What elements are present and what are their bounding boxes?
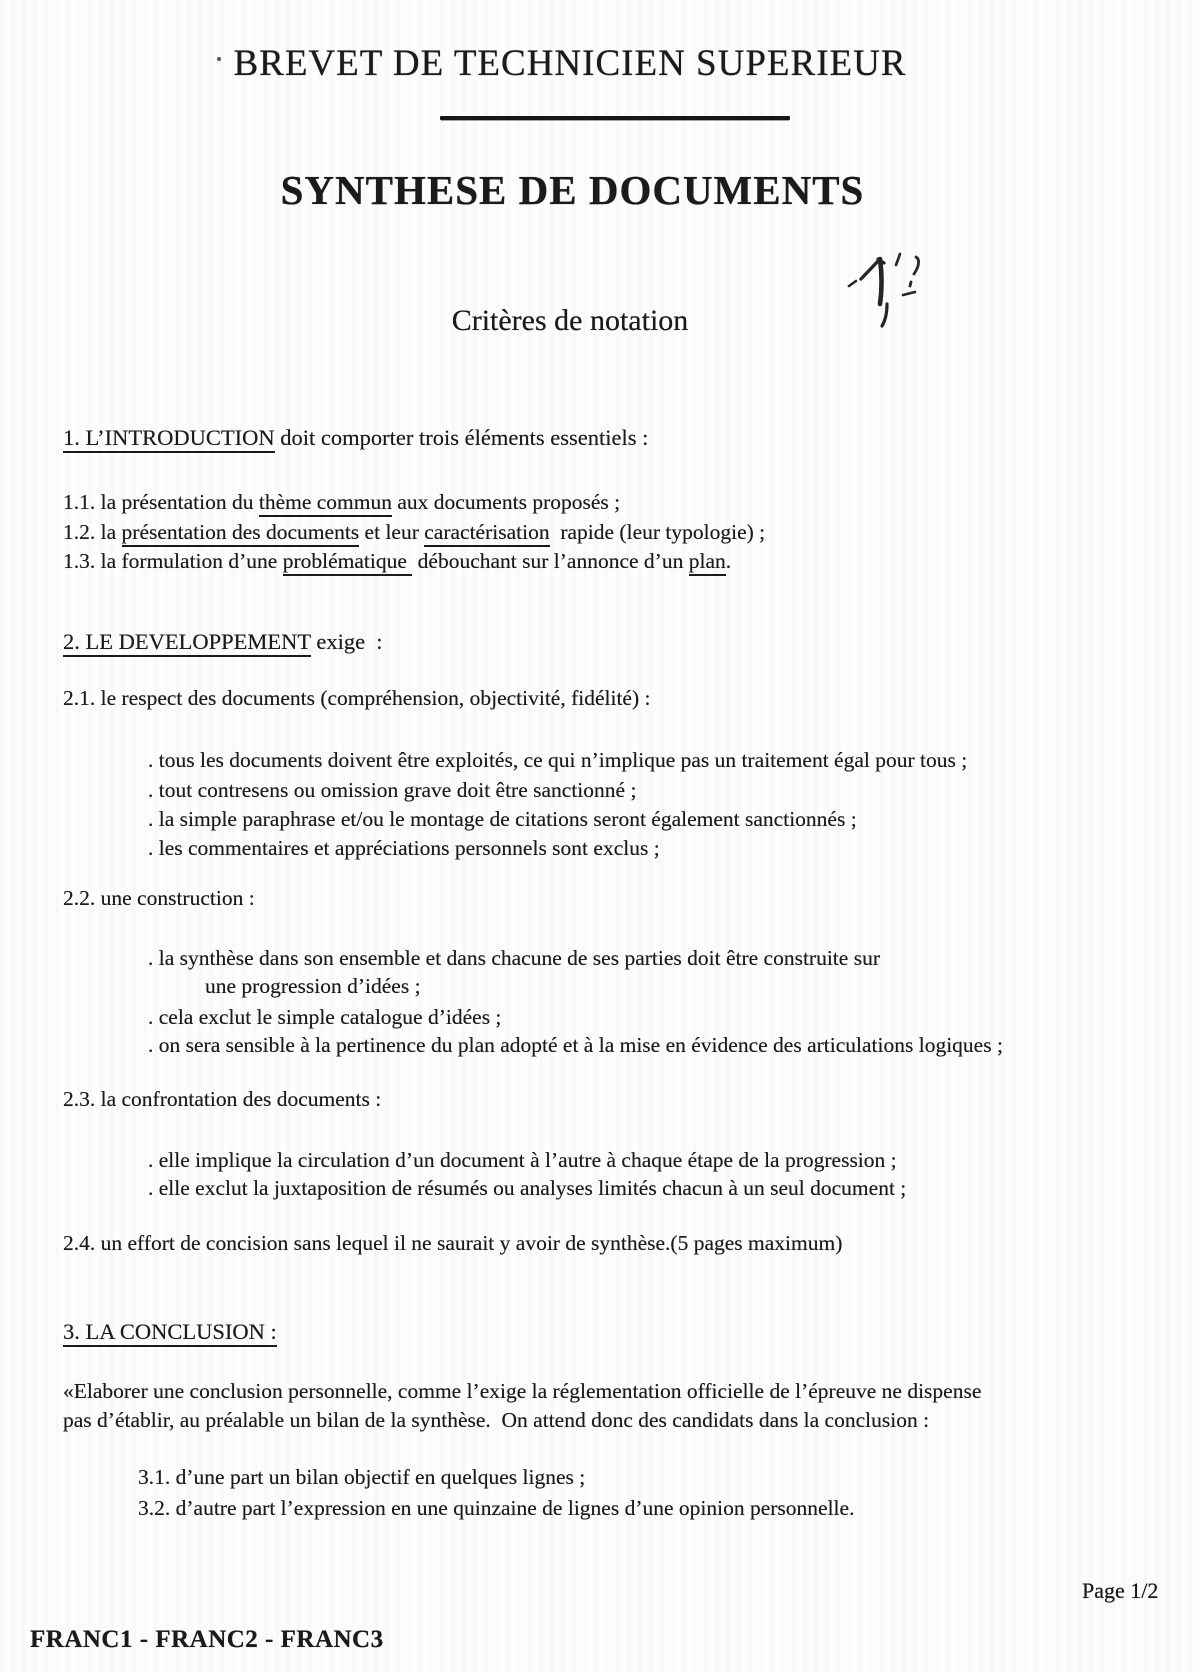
bullet-item: . cela exclut le simple catalogue d’idées ;: [148, 1005, 502, 1029]
heading-introduction-rest: doit comporter trois éléments essentiels :: [274, 425, 649, 450]
bullet-item: . elle implique la circulation d’un document à l’autre à chaque étape de la progression ;: [148, 1148, 897, 1172]
item-2-4: 2.4. un effort de concision sans lequel il ne saurait y avoir de synthèse.(5 pages maximum): [63, 1231, 843, 1255]
item-text: .: [725, 549, 732, 573]
conclusion-item-3-2: 3.2. d’autre part l’expression en une quinzaine de lignes d’une opinion personnelle.: [138, 1496, 855, 1520]
conclusion-paragraph-line: pas d’établir, au préalable un bilan de la synthèse. On attend donc des candidats dans la conclusion :: [63, 1408, 930, 1432]
heading-development-underlined: 2. LE DEVELOPPEMENT: [63, 629, 311, 657]
underlined-phrase: thème commun: [259, 490, 392, 517]
item-text: 1.1. la présentation du: [63, 490, 259, 514]
heading-development-rest: exige :: [310, 629, 383, 654]
bullet-item: . les commentaires et appréciations personnels sont exclus ;: [148, 836, 660, 860]
intro-item-1-3: [63, 547, 731, 575]
bullet-item: . on sera sensible à la pertinence du plan adopté et à la mise en évidence des articulations logiques ;: [148, 1033, 1003, 1057]
item-text: 1.3. la formulation d’une: [63, 549, 283, 573]
item-2-2: 2.2. une construction :: [63, 886, 255, 910]
title-rule: [440, 116, 790, 120]
bullet-item: . la synthèse dans son ensemble et dans chacune de ses parties doit être construite sur: [148, 946, 880, 970]
item-2-1: 2.1. le respect des documents (compréhension, objectivité, fidélité) :: [63, 686, 651, 710]
heading-conclusion: [63, 1318, 277, 1346]
heading-introduction-underlined: 1. L’INTRODUCTION: [63, 425, 275, 453]
conclusion-item-3-1: 3.1. d’une part un bilan objectif en quelques lignes ;: [138, 1465, 586, 1489]
bullet-item: . elle exclut la juxtaposition de résumés ou analyses limités chacun à un seul document ;: [148, 1176, 907, 1200]
underlined-phrase: caractérisation: [424, 520, 549, 547]
footer-codes: FRANC1 - FRANC2 - FRANC3: [30, 1626, 384, 1653]
item-2-3: 2.3. la confrontation des documents :: [63, 1087, 382, 1111]
section-title: Critères de notation: [451, 304, 689, 337]
heading-introduction: [63, 424, 648, 452]
underlined-phrase: plan: [689, 549, 726, 576]
item-text: et leur: [359, 520, 425, 544]
item-text: débouchant sur l’annonce d’un: [412, 549, 689, 573]
intro-item-1-2: [63, 518, 765, 546]
item-text: 1.2. la: [63, 520, 122, 544]
intro-item-1-1: [63, 488, 620, 516]
bullet-item: . tout contresens ou omission grave doit être sanctionné ;: [148, 778, 637, 802]
underlined-phrase: présentation des documents: [122, 520, 360, 547]
bullet-item: . tous les documents doivent être exploités, ce qui n’implique pas un traitement égal pour tous ;: [148, 748, 968, 772]
document-subtitle: SYNTHESE DE DOCUMENTS: [280, 167, 865, 213]
underlined-phrase: problématique: [283, 549, 413, 576]
heading-conclusion-underlined: 3. LA CONCLUSION :: [63, 1319, 277, 1347]
conclusion-paragraph-line: «Elaborer une conclusion personnelle, comme l’exige la réglementation officielle de l’épreuve ne dispense: [63, 1379, 982, 1403]
document-title: BREVET DE TECHNICIEN SUPERIEUR: [233, 43, 907, 84]
bullet-item: . la simple paraphrase et/ou le montage de citations seront également sanctionnés ;: [148, 807, 857, 831]
page-number: Page 1/2: [1082, 1578, 1159, 1603]
item-text: aux documents proposés ;: [392, 490, 621, 514]
bullet-item-continuation: une progression d’idées ;: [205, 974, 421, 998]
item-text: rapide (leur typologie) ;: [549, 520, 766, 544]
heading-development: [63, 628, 383, 656]
